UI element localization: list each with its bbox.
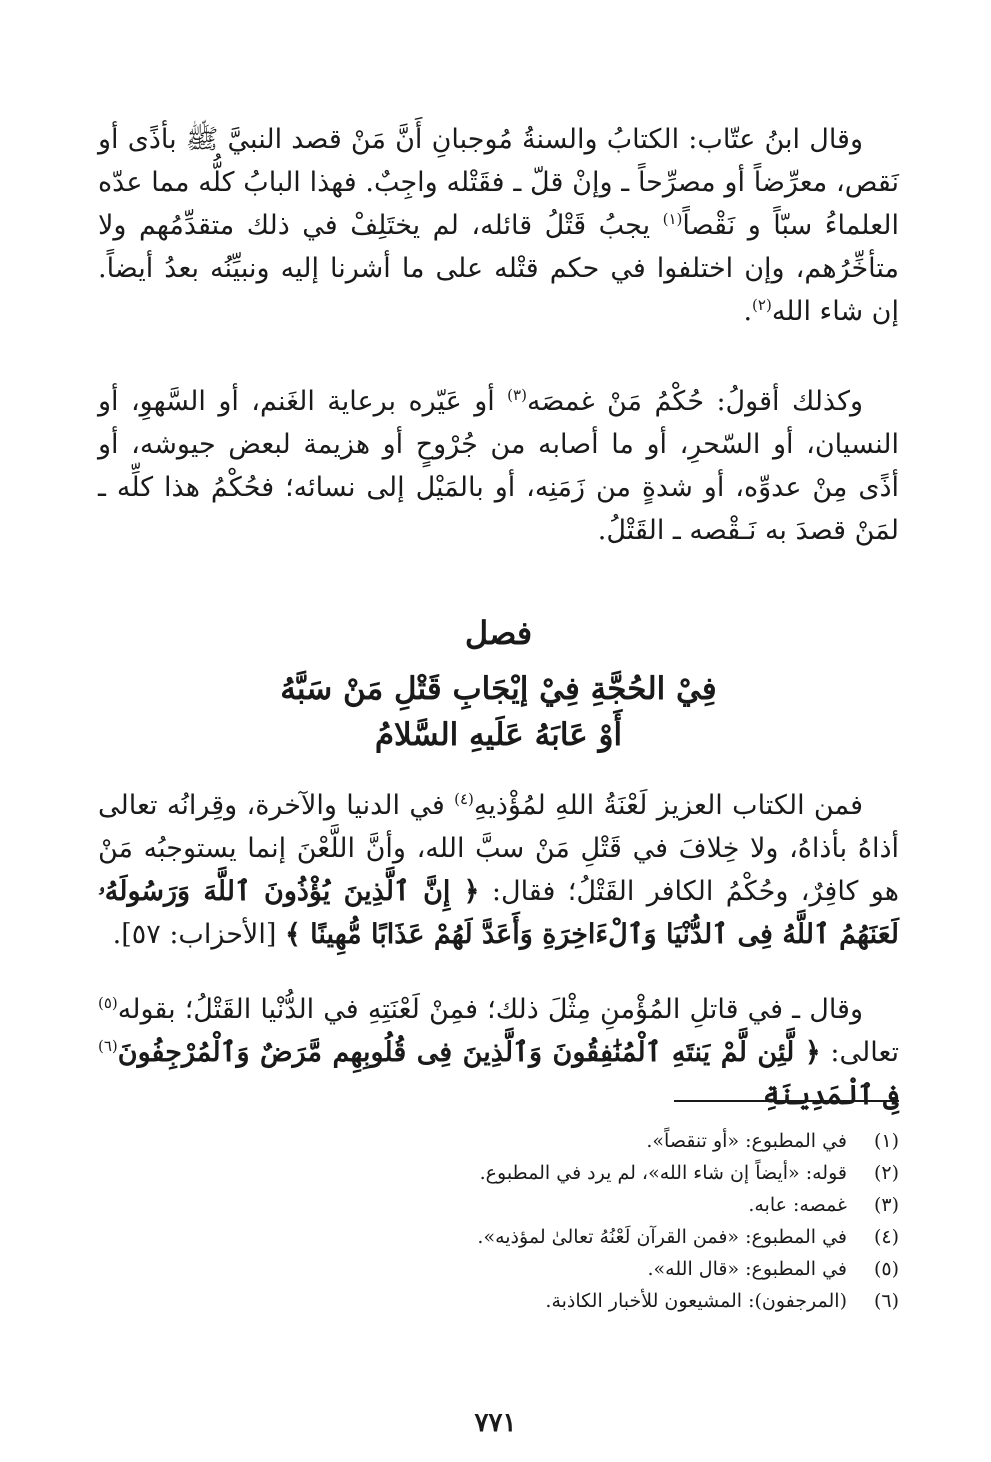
footnote-number: (١) [873,1130,899,1152]
text-run: تعالى: [820,1037,899,1068]
paragraph-text [98,118,899,333]
quran-verse: ﴿ لَّئِن لَّمْ يَنتَهِ ٱلْمُنَٰفِقُونَ وَٱلَّذِينَ فِى قُلُوبِهِم مَّرَضٌ وَٱلْمُرْجِفُونَ [117,1037,821,1068]
footnote-ref-5[interactable]: (٥) [98,994,118,1012]
page-number: ٧٧١ [474,1408,517,1438]
verse-citation: [الأحزاب: ٥٧]. [112,919,285,950]
text-run: وكذلك أقولُ: حُكْمُ مَنْ غمصَه [526,386,863,417]
footnote-item [199,1189,899,1221]
section-subtitle-line-2: أَوْ عَابَهُ عَلَيهِ السَّلامُ [374,717,623,753]
footnote-item [199,1125,899,1157]
footnote-ref-4[interactable]: (٤) [454,790,474,808]
text-run: وقال ابنُ عتّاب: الكتابُ والسنةُ مُوجبانِ أَنَّ مَنْ قصد النبيَّ ﷺ بأذًى أو نَقص، معرِّضاً أو مصرِّحاً ـ وإنْ قلّ ـ فقَتْله واجِبٌ. فهذا البابُ كلُّه مما عدّه العلماءُ سبّاً و نَقْصاً [98,124,899,241]
footnote-ref-1[interactable]: (١) [662,210,683,228]
section-title: فصل [464,614,533,652]
section-subtitle-line-1: فِيْ الحُجَّةِ فِيْ إيْجَابِ قَتْلِ مَنْ سَبَّهُ [280,671,717,707]
footnote-ref-2[interactable]: (٢) [752,296,772,314]
paragraph-wa-qal [98,988,899,1117]
footnote-text: (المرجفون): المشيعون للأخبار الكاذبة. [545,1290,847,1312]
footnote-ref-3[interactable]: (٣) [507,386,527,404]
paragraph-text [98,988,899,1117]
paragraph-min-al-kitab [98,784,899,956]
text-run: فمن الكتاب العزيز لَعْنَةُ اللهِ لمُؤْذيهِ [473,790,863,821]
footnote-divider [674,1100,899,1102]
footnote-number: (٣) [873,1194,899,1216]
footnote-ref-6[interactable]: (٦) [98,1037,118,1055]
section-heading [98,610,899,758]
footnote-item [199,1253,899,1285]
footnotes [199,1125,899,1317]
quran-verse-cont: فِى ٱلْمَدِينَةِ [763,1080,899,1111]
paragraph-text [98,380,899,552]
footnote-text: غمصه: عابه. [748,1194,847,1216]
footnote-number: (٤) [873,1226,899,1248]
paragraph-text [98,784,899,956]
footnote-item [199,1285,899,1317]
footnote-number: (٥) [873,1258,899,1280]
text-run: يجبُ قَتْلُ قائله، لم يختَلِفْ في ذلك متقدِّمُهم ولا متأخِّرُهم، وإن اختلفوا في حكم قتْله على ما أشرنا إليه ونبيِّنُه بعدُ أيضاً. إن شاء الله [98,210,899,327]
paragraph-ibn-attab [98,118,899,333]
footnote-text: في المطبوع: «أو تنقصاً». [646,1130,847,1152]
footnote-number: (٦) [873,1290,899,1312]
footnote-number: (٢) [873,1162,899,1184]
text-run: أو عَيّره برعاية الغَنم، أو السَّهوِ، أو النسيان، أو السّحرِ، أو ما أصابه من جُرْوحٍ أو هزيمة لبعض جيوشه، أو أذًى مِنْ عدوِّه، أو شدةٍ من زَمَنِه، أو بالمَيْل إلى نسائه؛ فحُكْمُ هذا كلِّه ـ لمَنْ قصدَ به نَـقْصه ـ القَتْلُ. [98,386,899,546]
text-run: في الدنيا والآخرة، وقِرانُه تعالى أذاهُ بأذاهُ، ولا خِلافَ في قَتْلِ مَنْ سبَّ الله، وأنَّ اللَّعْنَ إنما يستوجبُه مَنْ هو كافِرٌ، وحُكْمُ الكافر القَتْلُ؛ فقال: [98,790,899,907]
footnote-item [199,1221,899,1253]
footnote-text: في المطبوع: «قال الله». [647,1258,847,1280]
footnote-item [199,1157,899,1189]
footnote-text: قوله: «أيضاً إن شاء الله»، لم يرد في المطبوع. [479,1162,847,1184]
text-run: وقال ـ في قاتلِ المُؤْمنِ مِثْلَ ذلك؛ فمِنْ لَعْنَتِهِ في الدُّنْيا القَتْلُ؛ بقوله [117,994,863,1025]
text-run: . [743,296,753,327]
quran-verse: ﴿ إِنَّ ٱلَّذِينَ يُؤْذُونَ ٱللَّهَ وَرَسُولَهُۥ لَعَنَهُمُ ٱللَّهُ فِى ٱلدُّنْيَا وَٱلْءَاخِرَةِ وَأَعَدَّ لَهُمْ عَذَابًا مُّهِينًا ﴾ [98,876,899,950]
paragraph-wa-kadhalik [98,380,899,552]
footnote-text: في المطبوع: «فمن القرآن لَعْنُهُ تعالىٰ لمؤذيه». [477,1226,847,1248]
